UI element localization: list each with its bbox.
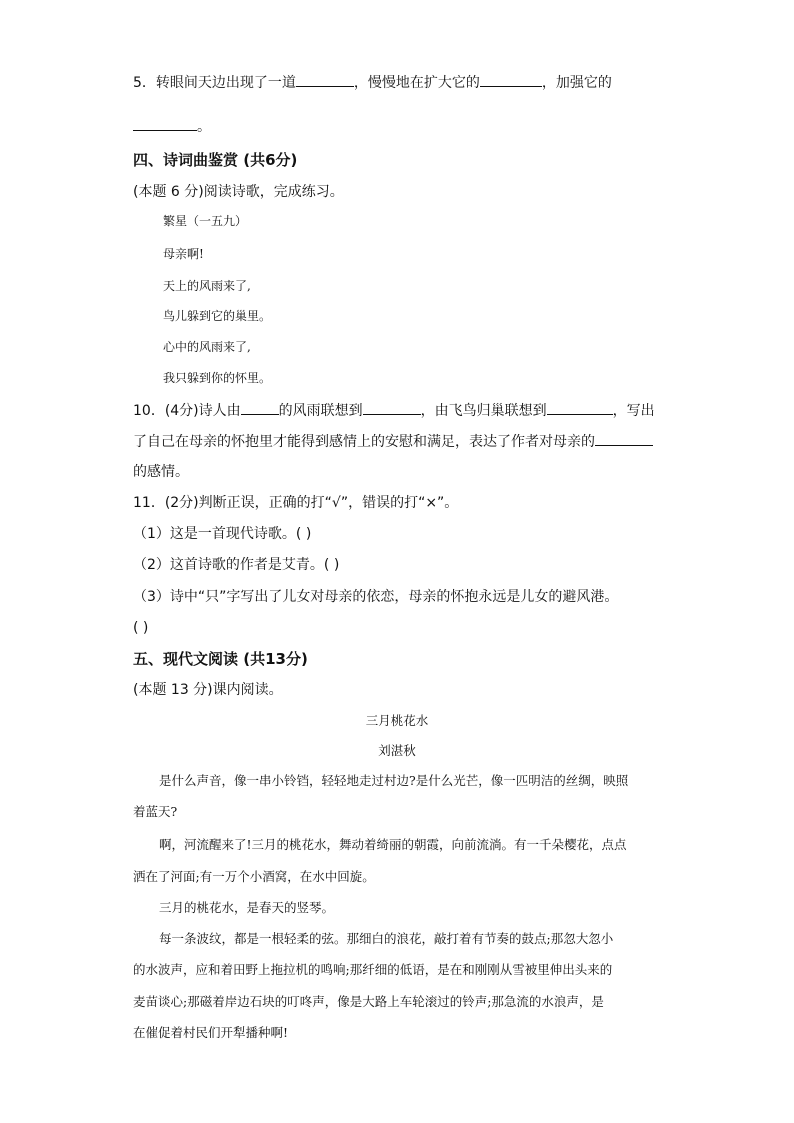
blank-line — [595, 431, 653, 446]
q5-text-3: ，加强它的 — [541, 75, 612, 91]
blank-line — [547, 400, 613, 415]
q5-end: 。 — [197, 119, 211, 135]
answer-parentheses: ( ) — [133, 620, 149, 636]
section-4-intro: (本题 6 分)阅读诗歌，完成练习。 — [133, 184, 344, 200]
article-paragraph: 着蓝天? — [133, 804, 178, 819]
blank-line — [296, 72, 354, 87]
article-paragraph: 洒在了河面;有一万个小酒窝，在水中回旋。 — [133, 869, 375, 884]
poem-line: 心中的风雨来了, — [163, 340, 251, 354]
blank-line — [480, 72, 542, 87]
question-11-item-3: （3）诗中“只”字写出了儿女对母亲的依恋，母亲的怀抱永远是儿女的避风港。 — [133, 589, 619, 605]
article-paragraph: 的水波声，应和着田野上拖拉机的鸣响;那纤细的低语，是在和刚刚从雪被里伸出头来的 — [133, 962, 613, 977]
q10-text-b: 的风雨联想到 — [278, 403, 363, 419]
q5-text-1: 5．转眼间天边出现了一道 — [133, 75, 296, 91]
poem-line: 鸟儿躲到它的巢里。 — [163, 309, 272, 323]
article-paragraph: 在催促着村民们开犁播种啊! — [133, 1025, 289, 1040]
q10-text-a: 10．(4分)诗人由 — [133, 403, 241, 419]
section-4-heading: 四、诗词曲鉴赏 (共6分) — [133, 151, 298, 169]
question-5-line1 — [133, 72, 612, 93]
poem-line: 我只躲到你的怀里。 — [163, 371, 272, 385]
question-10-line1 — [133, 400, 655, 421]
poem-title: 繁星（一五九） — [163, 214, 248, 228]
section-5-intro: (本题 13 分)课内阅读。 — [133, 682, 283, 698]
blank-line — [363, 400, 421, 415]
blank-line — [133, 116, 197, 131]
question-11-item-1: （1）这是一首现代诗歌。( ) — [133, 526, 312, 542]
article-paragraph: 每一条波纹，都是一根轻柔的弦。那细白的浪花，敲打着有节奏的鼓点;那忽大忽小 — [159, 931, 614, 946]
question-11-item-2: （2）这首诗歌的作者是艾青。( ) — [133, 557, 340, 573]
q10-text-d: ，写出 — [612, 403, 655, 419]
article-author: 刘湛秋 — [378, 743, 416, 758]
poem-line: 天上的风雨来了, — [163, 279, 251, 293]
question-10-line3: 的感情。 — [133, 464, 189, 480]
section-5-heading: 五、现代文阅读 (共13分) — [133, 650, 308, 668]
poem-line: 母亲啊! — [163, 247, 204, 261]
article-paragraph: 是什么声音，像一串小铃铛，轻轻地走过村边?是什么光芒，像一匹明洁的丝绸，映照 — [159, 773, 629, 788]
article-paragraph: 啊，河流醒来了!三月的桃花水，舞动着绮丽的朝霞，向前流淌。有一千朵樱花，点点 — [159, 837, 627, 852]
q10-text-line2: 了自己在母亲的怀抱里才能得到感情上的安慰和满足，表达了作者对母亲的 — [133, 434, 595, 450]
article-title: 三月桃花水 — [365, 713, 429, 728]
q10-text-c: ，由飞鸟归巢联想到 — [420, 403, 547, 419]
article-paragraph: 麦苗谈心;那磁着岸边石块的叮咚声，像是大路上车轮滚过的铃声;那急流的水浪声，是 — [133, 994, 604, 1009]
q5-text-2: ，慢慢地在扩大它的 — [353, 75, 480, 91]
question-10-line2 — [133, 431, 653, 452]
blank-line — [241, 400, 279, 415]
question-5-line2 — [133, 116, 211, 137]
article-paragraph: 三月的桃花水，是春天的竖琴。 — [159, 900, 335, 915]
question-11-stem: 11．(2分)判断正误，正确的打“√”，错误的打“×”。 — [133, 495, 459, 511]
